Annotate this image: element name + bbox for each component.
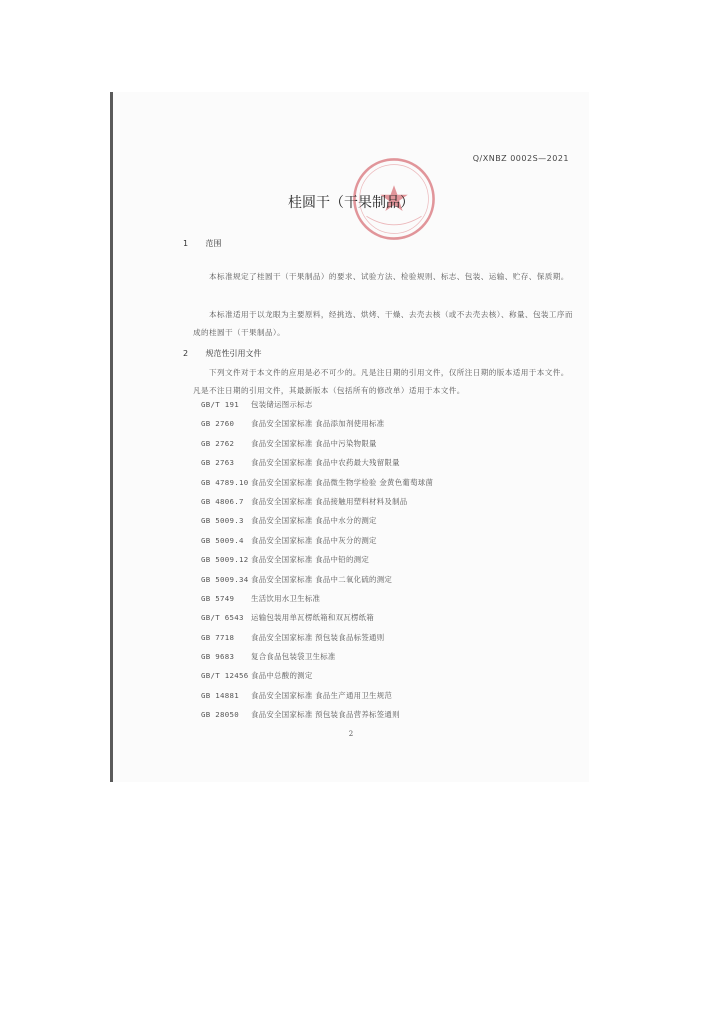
reference-code: GB 14881 <box>201 690 239 700</box>
reference-name: 食品安全国家标准 食品中水分的测定 <box>251 516 377 526</box>
section-title: 规范性引用文件 <box>205 349 262 358</box>
document-title: 桂圆干（干果制品） <box>288 195 414 211</box>
scope-paragraph-1: 本标准规定了桂圆干（干果制品）的要求、试验方法、检验规则、标志、包装、运输、贮存、保质期。 <box>209 272 569 281</box>
reference-item <box>201 535 581 554</box>
reference-name: 运输包装用单瓦楞纸箱和双瓦楞纸箱 <box>251 613 375 623</box>
reference-code: GB 2763 <box>201 458 235 468</box>
reference-name: 食品安全国家标准 食品生产通用卫生规范 <box>251 690 393 700</box>
reference-name: 包装储运图示标志 <box>251 400 313 409</box>
reference-code: GB/T 6543 <box>201 613 244 623</box>
reference-item <box>201 457 581 476</box>
references-intro: 下列文件对于本文件的应用是必不可少的。凡是注日期的引用文件，仅所注日期的版本适用于本文件。凡是不注日期的引用文件，其最新版本（包括所有的修改单）适用于本文件。 <box>193 368 569 395</box>
reference-code: GB 2760 <box>201 419 235 429</box>
reference-name: 食品安全国家标准 食品微生物学检验 金黄色葡萄球菌 <box>251 477 434 487</box>
reference-code: GB 2762 <box>201 438 235 448</box>
page-number: 2 <box>348 730 354 738</box>
reference-code: GB/T 191 <box>201 400 239 409</box>
reference-name: 食品安全国家标准 预包装食品营养标签通则 <box>251 710 400 720</box>
reference-name: 食品中总酸的测定 <box>251 671 313 681</box>
reference-item <box>201 418 581 437</box>
reference-item <box>201 477 581 496</box>
scope-paragraph-2: 本标准适用于以龙眼为主要原料，经挑选、烘烤、干燥、去壳去核（或不去壳去核）、称量、包装工序而成的桂圆干（干果制品）。 <box>193 310 573 337</box>
reference-code: GB 4806.7 <box>201 496 244 506</box>
reference-code: GB 5009.34 <box>201 574 249 584</box>
reference-name: 食品安全国家标准 食品中二氧化硫的测定 <box>251 574 393 584</box>
reference-item <box>201 690 581 709</box>
reference-code: GB 5009.12 <box>201 555 249 565</box>
reference-name: 食品安全国家标准 食品中铅的测定 <box>251 555 370 565</box>
section-number: 2 <box>183 349 189 358</box>
reference-item <box>201 438 581 457</box>
reference-item <box>201 554 581 573</box>
reference-code: GB 5749 <box>201 593 235 603</box>
reference-code: GB 7718 <box>201 632 235 642</box>
section-number: 1 <box>183 239 189 248</box>
reference-name: 复合食品包装袋卫生标准 <box>251 652 336 662</box>
reference-item <box>201 632 581 651</box>
reference-item <box>201 515 581 534</box>
reference-code: GB/T 12456 <box>201 671 249 681</box>
reference-item <box>201 709 581 728</box>
reference-name: 食品安全国家标准 食品中农药最大残留限量 <box>251 458 400 468</box>
reference-name: 食品安全国家标准 预包装食品标签通则 <box>251 632 385 642</box>
reference-name: 食品安全国家标准 食品添加剂使用标准 <box>251 419 385 429</box>
document-code: Q/XNBZ 0002S—2021 <box>472 154 569 163</box>
section-heading-references <box>183 348 262 359</box>
reference-item <box>201 670 581 689</box>
reference-item <box>201 574 581 593</box>
reference-code: GB 5009.3 <box>201 516 244 526</box>
reference-code: GB 9683 <box>201 652 235 662</box>
reference-name: 生活饮用水卫生标准 <box>251 593 321 603</box>
reference-name: 食品安全国家标准 食品接触用塑料材料及制品 <box>251 496 408 506</box>
reference-item <box>201 651 581 670</box>
reference-item <box>201 496 581 515</box>
reference-name: 食品安全国家标准 食品中灰分的测定 <box>251 535 377 545</box>
reference-code: GB 4789.10 <box>201 477 249 487</box>
reference-item <box>201 593 581 612</box>
reference-item <box>201 399 581 418</box>
references-list <box>201 399 581 729</box>
reference-code: GB 28050 <box>201 710 239 720</box>
section-title: 范围 <box>205 239 222 248</box>
reference-code: GB 5009.4 <box>201 535 244 545</box>
document-page <box>110 92 589 782</box>
reference-name: 食品安全国家标准 食品中污染物限量 <box>251 438 377 448</box>
reference-item <box>201 612 581 631</box>
section-heading-scope <box>183 238 222 249</box>
